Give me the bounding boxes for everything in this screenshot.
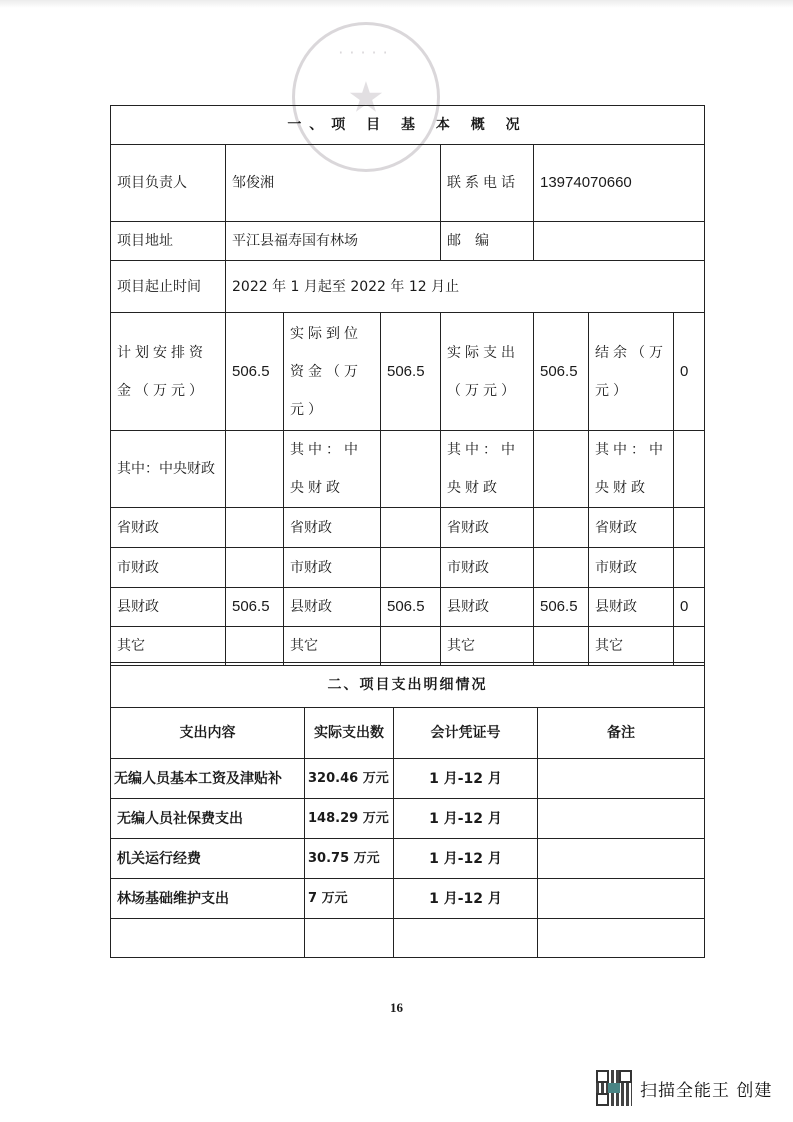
expense-note: [538, 759, 705, 799]
column-header-amount: 实际支出数: [305, 708, 394, 759]
received-funds-label: 实际到位资金（万元）: [284, 313, 381, 431]
page-edge: [0, 0, 793, 8]
funds-source-value: [226, 627, 284, 666]
section2-title: 二、项目支出明细情况: [111, 663, 705, 708]
postcode-value: [534, 222, 705, 261]
column-header-note: 备注: [538, 708, 705, 759]
project-leader-value: 邹俊湘: [226, 145, 441, 222]
watermark-text: 扫描全能王 创建: [640, 1080, 773, 1101]
funds-source-label: 其它: [589, 627, 674, 666]
funds-source-value: 506.5: [534, 588, 589, 627]
funds-source-value: [381, 548, 441, 588]
table-row: [111, 839, 705, 879]
funds-source-label: 其中：中央财政: [589, 431, 674, 508]
balance-label: 结余（万元）: [589, 313, 674, 431]
funds-row: [111, 627, 705, 666]
expense-content: 机关运行经费: [111, 839, 305, 879]
funds-source-label: 省财政: [441, 508, 534, 548]
seal-star-icon: ★: [347, 72, 385, 122]
funds-source-label: 县财政: [284, 588, 381, 627]
expense-voucher: 1 月-12 月: [394, 799, 538, 839]
funds-source-label: 县财政: [441, 588, 534, 627]
phone-value: 13974070660: [534, 145, 705, 222]
table-row: [111, 759, 705, 799]
expense-voucher: 1 月-12 月: [394, 839, 538, 879]
expense-note: [538, 919, 705, 958]
funds-source-label: 省财政: [111, 508, 226, 548]
funds-row: [111, 431, 705, 508]
seal-text: ·····: [338, 43, 394, 62]
expense-content: 无编人员基本工资及津贴补: [111, 759, 305, 799]
project-overview-table: [110, 105, 705, 666]
funds-source-label: 其中：中央财政: [441, 431, 534, 508]
period-label: 项目起止时间: [111, 261, 226, 313]
page-number: 16: [390, 1000, 403, 1015]
funds-source-value: [674, 548, 705, 588]
expense-voucher: 1 月-12 月: [394, 879, 538, 919]
funds-source-value: [381, 431, 441, 508]
funds-source-label: 县财政: [111, 588, 226, 627]
column-header-content: 支出内容: [111, 708, 305, 759]
table-row: [111, 879, 705, 919]
planned-funds-label: 计划安排资金（万元）: [111, 313, 226, 431]
scanner-watermark: [596, 1070, 772, 1106]
funds-source-value: 506.5: [381, 588, 441, 627]
expense-voucher: 1 月-12 月: [394, 759, 538, 799]
planned-funds-value: 506.5: [226, 313, 284, 431]
expense-note: [538, 839, 705, 879]
funds-source-label: 市财政: [284, 548, 381, 588]
table-row: [111, 919, 705, 958]
expense-amount: [305, 919, 394, 958]
funds-source-value: [381, 627, 441, 666]
phone-label: 联系电话: [441, 145, 534, 222]
funds-source-label: 省财政: [589, 508, 674, 548]
funds-source-value: [534, 627, 589, 666]
funds-source-label: 市财政: [111, 548, 226, 588]
section1-title: 一、项 目 基 本 概 况: [111, 106, 705, 145]
qr-code-icon: [596, 1070, 632, 1106]
column-header-voucher: 会计凭证号: [394, 708, 538, 759]
spent-funds-value: 506.5: [534, 313, 589, 431]
project-leader-label: 项目负责人: [111, 145, 226, 222]
funds-source-label: 其中：中央财政: [284, 431, 381, 508]
funds-source-value: [534, 548, 589, 588]
funds-source-value: 506.5: [226, 588, 284, 627]
expense-voucher: [394, 919, 538, 958]
qr-corner: [596, 1093, 609, 1106]
funds-source-label: 其它: [284, 627, 381, 666]
funds-source-label: 其它: [441, 627, 534, 666]
expense-amount: 7 万元: [305, 879, 394, 919]
funds-source-value: [226, 548, 284, 588]
expense-amount: 30.75 万元: [305, 839, 394, 879]
funds-source-label: 市财政: [589, 548, 674, 588]
expense-amount: 148.29 万元: [305, 799, 394, 839]
funds-row: [111, 588, 705, 627]
funds-source-value: [674, 627, 705, 666]
funds-source-label: 其中：中央财政: [111, 431, 226, 508]
expense-note: [538, 799, 705, 839]
funds-source-value: [381, 508, 441, 548]
funds-source-value: [674, 431, 705, 508]
address-value: 平江县福寿国有林场: [226, 222, 441, 261]
funds-row: [111, 508, 705, 548]
funds-row: [111, 548, 705, 588]
expense-content: 林场基础维护支出: [111, 879, 305, 919]
expense-content: [111, 919, 305, 958]
qr-logo: [608, 1083, 620, 1093]
spent-funds-label: 实际支出（万元）: [441, 313, 534, 431]
funds-source-label: 省财政: [284, 508, 381, 548]
funds-source-label: 市财政: [441, 548, 534, 588]
funds-source-value: [534, 508, 589, 548]
expense-amount: 320.46 万元: [305, 759, 394, 799]
expense-note: [538, 879, 705, 919]
balance-value: 0: [674, 313, 705, 431]
funds-source-value: 0: [674, 588, 705, 627]
expense-detail-table: [110, 662, 705, 958]
funds-source-value: [534, 431, 589, 508]
funds-source-value: [226, 508, 284, 548]
postcode-label: 邮 编: [441, 222, 534, 261]
address-label: 项目地址: [111, 222, 226, 261]
period-value: 2022 年 1 月起至 2022 年 12 月止: [226, 261, 705, 313]
received-funds-value: 506.5: [381, 313, 441, 431]
funds-source-value: [674, 508, 705, 548]
expense-content: 无编人员社保费支出: [111, 799, 305, 839]
funds-source-value: [226, 431, 284, 508]
table-row: [111, 799, 705, 839]
funds-source-label: 县财政: [589, 588, 674, 627]
funds-source-label: 其它: [111, 627, 226, 666]
